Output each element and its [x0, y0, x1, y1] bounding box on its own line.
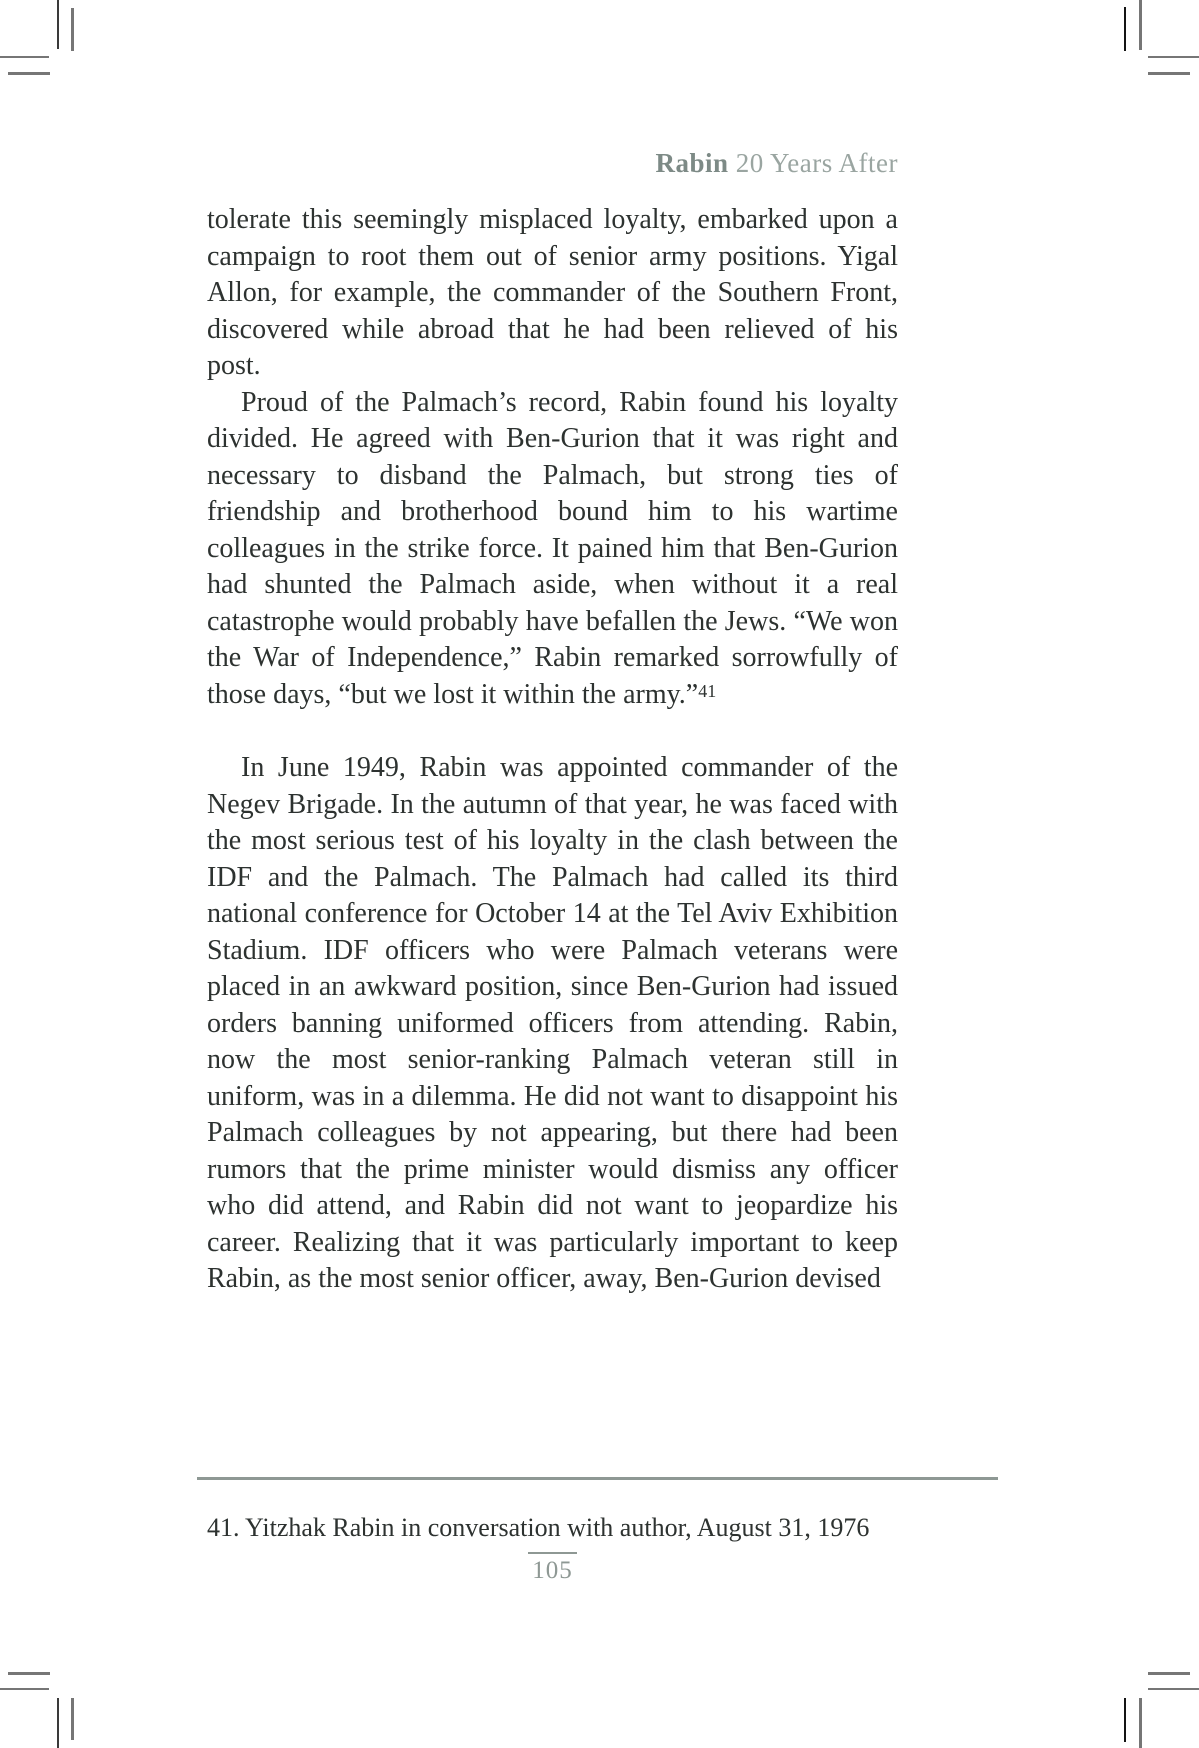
crop-mark — [57, 1698, 59, 1748]
crop-mark — [1148, 56, 1199, 58]
page-number: 105 — [528, 1552, 577, 1585]
paragraph — [207, 202, 898, 385]
paragraph-text: In June 1949, Rabin was appointed commander of the Negev Brigade. In the autumn of that year, he was faced with the most serious test of his loyalty in the clash between the IDF and the Palmach. The Palmach had called its third national conference for October 14 at the Tel Aviv Exhibition Stadium. IDF officers who were Palmach veterans were placed in an awkward position, since Ben-Gurion had issued orders banning uniformed officers from attending. Rabin, now the most senior-ranking Palmach veteran still in uniform, was in a dilemma. He did not want to disappoint his Palmach colleagues by not appearing, but there had been rumors that the prime minister would dismiss any officer who did attend, and Rabin did not want to jeopardize his career. Realizing that it was particularly important to keep Rabin, as the most senior officer, away, Ben-Gurion devised — [207, 752, 898, 1294]
crop-mark — [71, 8, 74, 51]
crop-mark — [0, 1688, 49, 1690]
running-header — [207, 148, 898, 178]
running-header-subtitle: 20 Years After — [728, 148, 898, 178]
footnote: 41. Yitzhak Rabin in conversation with author, August 31, 1976 — [207, 1513, 870, 1542]
page-body — [207, 202, 898, 1298]
crop-mark — [1139, 0, 1142, 50]
crop-mark — [1124, 7, 1126, 51]
paragraph-text: Proud of the Palmach’s record, Rabin found his loyalty divided. He agreed with Ben-Gurion that it was right and necessary to disband the Palmach, but strong ties of friendship and brotherhood bound him to his wartime colleagues in the strike force. It pained him that Ben-Gurion had shunted the Palmach aside, when without it a real catastrophe would probably have befallen the Jews. “We won the War of Independence,” Rabin remarked sorrowfully of those days, “but we lost it within the army.” — [207, 386, 898, 710]
paragraph-text: tolerate this seemingly misplaced loyalty, embarked upon a campaign to root them out of senior army positions. Yigal Allon, for example, the commander of the Southern Front, discovered while abroad that he had been relieved of his post. — [207, 204, 898, 381]
paragraph — [207, 750, 898, 1298]
footnote-divider — [197, 1477, 998, 1480]
footnote-reference: 41 — [698, 680, 717, 701]
page-footer — [207, 1552, 898, 1585]
crop-mark — [1139, 1698, 1142, 1748]
crop-mark — [8, 1672, 50, 1675]
crop-mark — [8, 72, 50, 75]
crop-mark — [0, 56, 49, 58]
paragraph — [207, 385, 898, 714]
crop-mark — [1124, 1698, 1126, 1742]
crop-mark — [57, 0, 59, 49]
crop-mark — [1148, 72, 1190, 75]
crop-mark — [1148, 1672, 1190, 1675]
running-header-book-title: Rabin — [655, 148, 729, 178]
crop-mark — [1148, 1688, 1199, 1690]
crop-mark — [71, 1698, 74, 1740]
